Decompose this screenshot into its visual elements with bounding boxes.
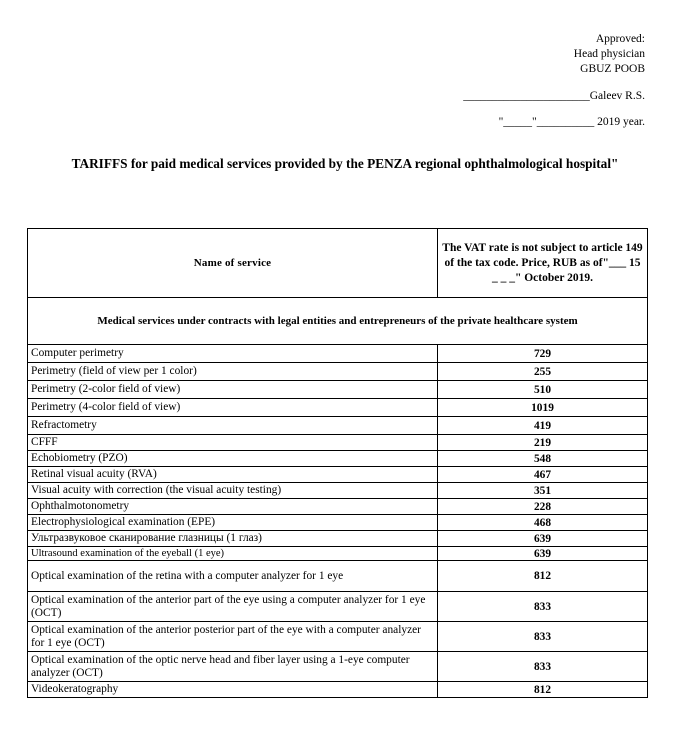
service-name: Ophthalmotonometry (28, 499, 438, 515)
section-title: Medical services under contracts with legal entities and entrepreneurs of the private healthcare system (28, 298, 648, 345)
tariffs-table (27, 228, 648, 698)
service-price: 639 (438, 531, 648, 547)
table-row (28, 363, 648, 381)
signature-line: ______________________Galeev R.S. (463, 90, 645, 102)
service-name: Retinal visual acuity (RVA) (28, 467, 438, 483)
service-name: Refractometry (28, 417, 438, 435)
service-price: 833 (438, 622, 648, 652)
approved-label: Approved: (595, 33, 645, 45)
service-name: CFFF (28, 435, 438, 451)
table-row (28, 483, 648, 499)
service-price: 510 (438, 381, 648, 399)
table-row (28, 515, 648, 531)
table-row (28, 592, 648, 622)
table-row (28, 547, 648, 561)
service-name: Optical examination of the anterior posterior part of the eye with a computer analyzer for 1 eye (OCT) (28, 622, 438, 652)
table-row (28, 682, 648, 698)
service-price: 729 (438, 345, 648, 363)
service-name: Perimetry (field of view per 1 color) (28, 363, 438, 381)
service-price: 833 (438, 652, 648, 682)
table-row (28, 622, 648, 652)
document-title: TARIFFS for paid medical services provided by the PENZA regional ophthalmological hospital" (71, 156, 619, 171)
service-name: Electrophysiological examination (EPE) (28, 515, 438, 531)
service-name: Ультразвуковое сканирование глазницы (1 глаз) (28, 531, 438, 547)
table-header-row (28, 229, 648, 298)
table-row (28, 499, 648, 515)
service-name: Perimetry (2-color field of view) (28, 381, 438, 399)
table-row (28, 399, 648, 417)
service-name: Computer perimetry (28, 345, 438, 363)
service-name: Optical examination of the anterior part of the eye using a computer analyzer for 1 eye (OCT) (28, 592, 438, 622)
service-name: Perimetry (4-color field of view) (28, 399, 438, 417)
service-price: 833 (438, 592, 648, 622)
service-price: 812 (438, 682, 648, 698)
approver-position: Head physician (573, 48, 645, 60)
service-price: 548 (438, 451, 648, 467)
service-name: Optical examination of the retina with a computer analyzer for 1 eye (28, 561, 438, 592)
service-price: 812 (438, 561, 648, 592)
service-price: 468 (438, 515, 648, 531)
service-name: Optical examination of the optic nerve head and fiber layer using a 1-eye computer analyzer (OCT) (28, 652, 438, 682)
service-price: 219 (438, 435, 648, 451)
service-price: 1019 (438, 399, 648, 417)
approval-block (463, 32, 645, 130)
service-price: 255 (438, 363, 648, 381)
table-row (28, 381, 648, 399)
table-row (28, 531, 648, 547)
table-row (28, 467, 648, 483)
service-price: 419 (438, 417, 648, 435)
date-line: "_____"__________ 2019 year. (498, 116, 645, 128)
header-price: The VAT rate is not subject to article 149 of the tax code. Price, RUB as of"___ 15 _ _ _" October 2019. (438, 229, 648, 298)
service-price: 639 (438, 547, 648, 561)
service-price: 351 (438, 483, 648, 499)
service-name: Echobiometry (PZO) (28, 451, 438, 467)
service-name: Visual acuity with correction (the visual acuity testing) (28, 483, 438, 499)
table-row (28, 652, 648, 682)
table-row (28, 345, 648, 363)
service-price: 228 (438, 499, 648, 515)
service-price: 467 (438, 467, 648, 483)
table-row (28, 417, 648, 435)
table-row (28, 451, 648, 467)
organization-name: GBUZ POOB (580, 63, 645, 75)
service-name: Ultrasound examination of the eyeball (1 eye) (28, 547, 438, 561)
table-row (28, 435, 648, 451)
section-row (28, 298, 648, 345)
header-service-name: Name of service (28, 229, 438, 298)
service-name: Videokeratography (28, 682, 438, 698)
table-row (28, 561, 648, 592)
